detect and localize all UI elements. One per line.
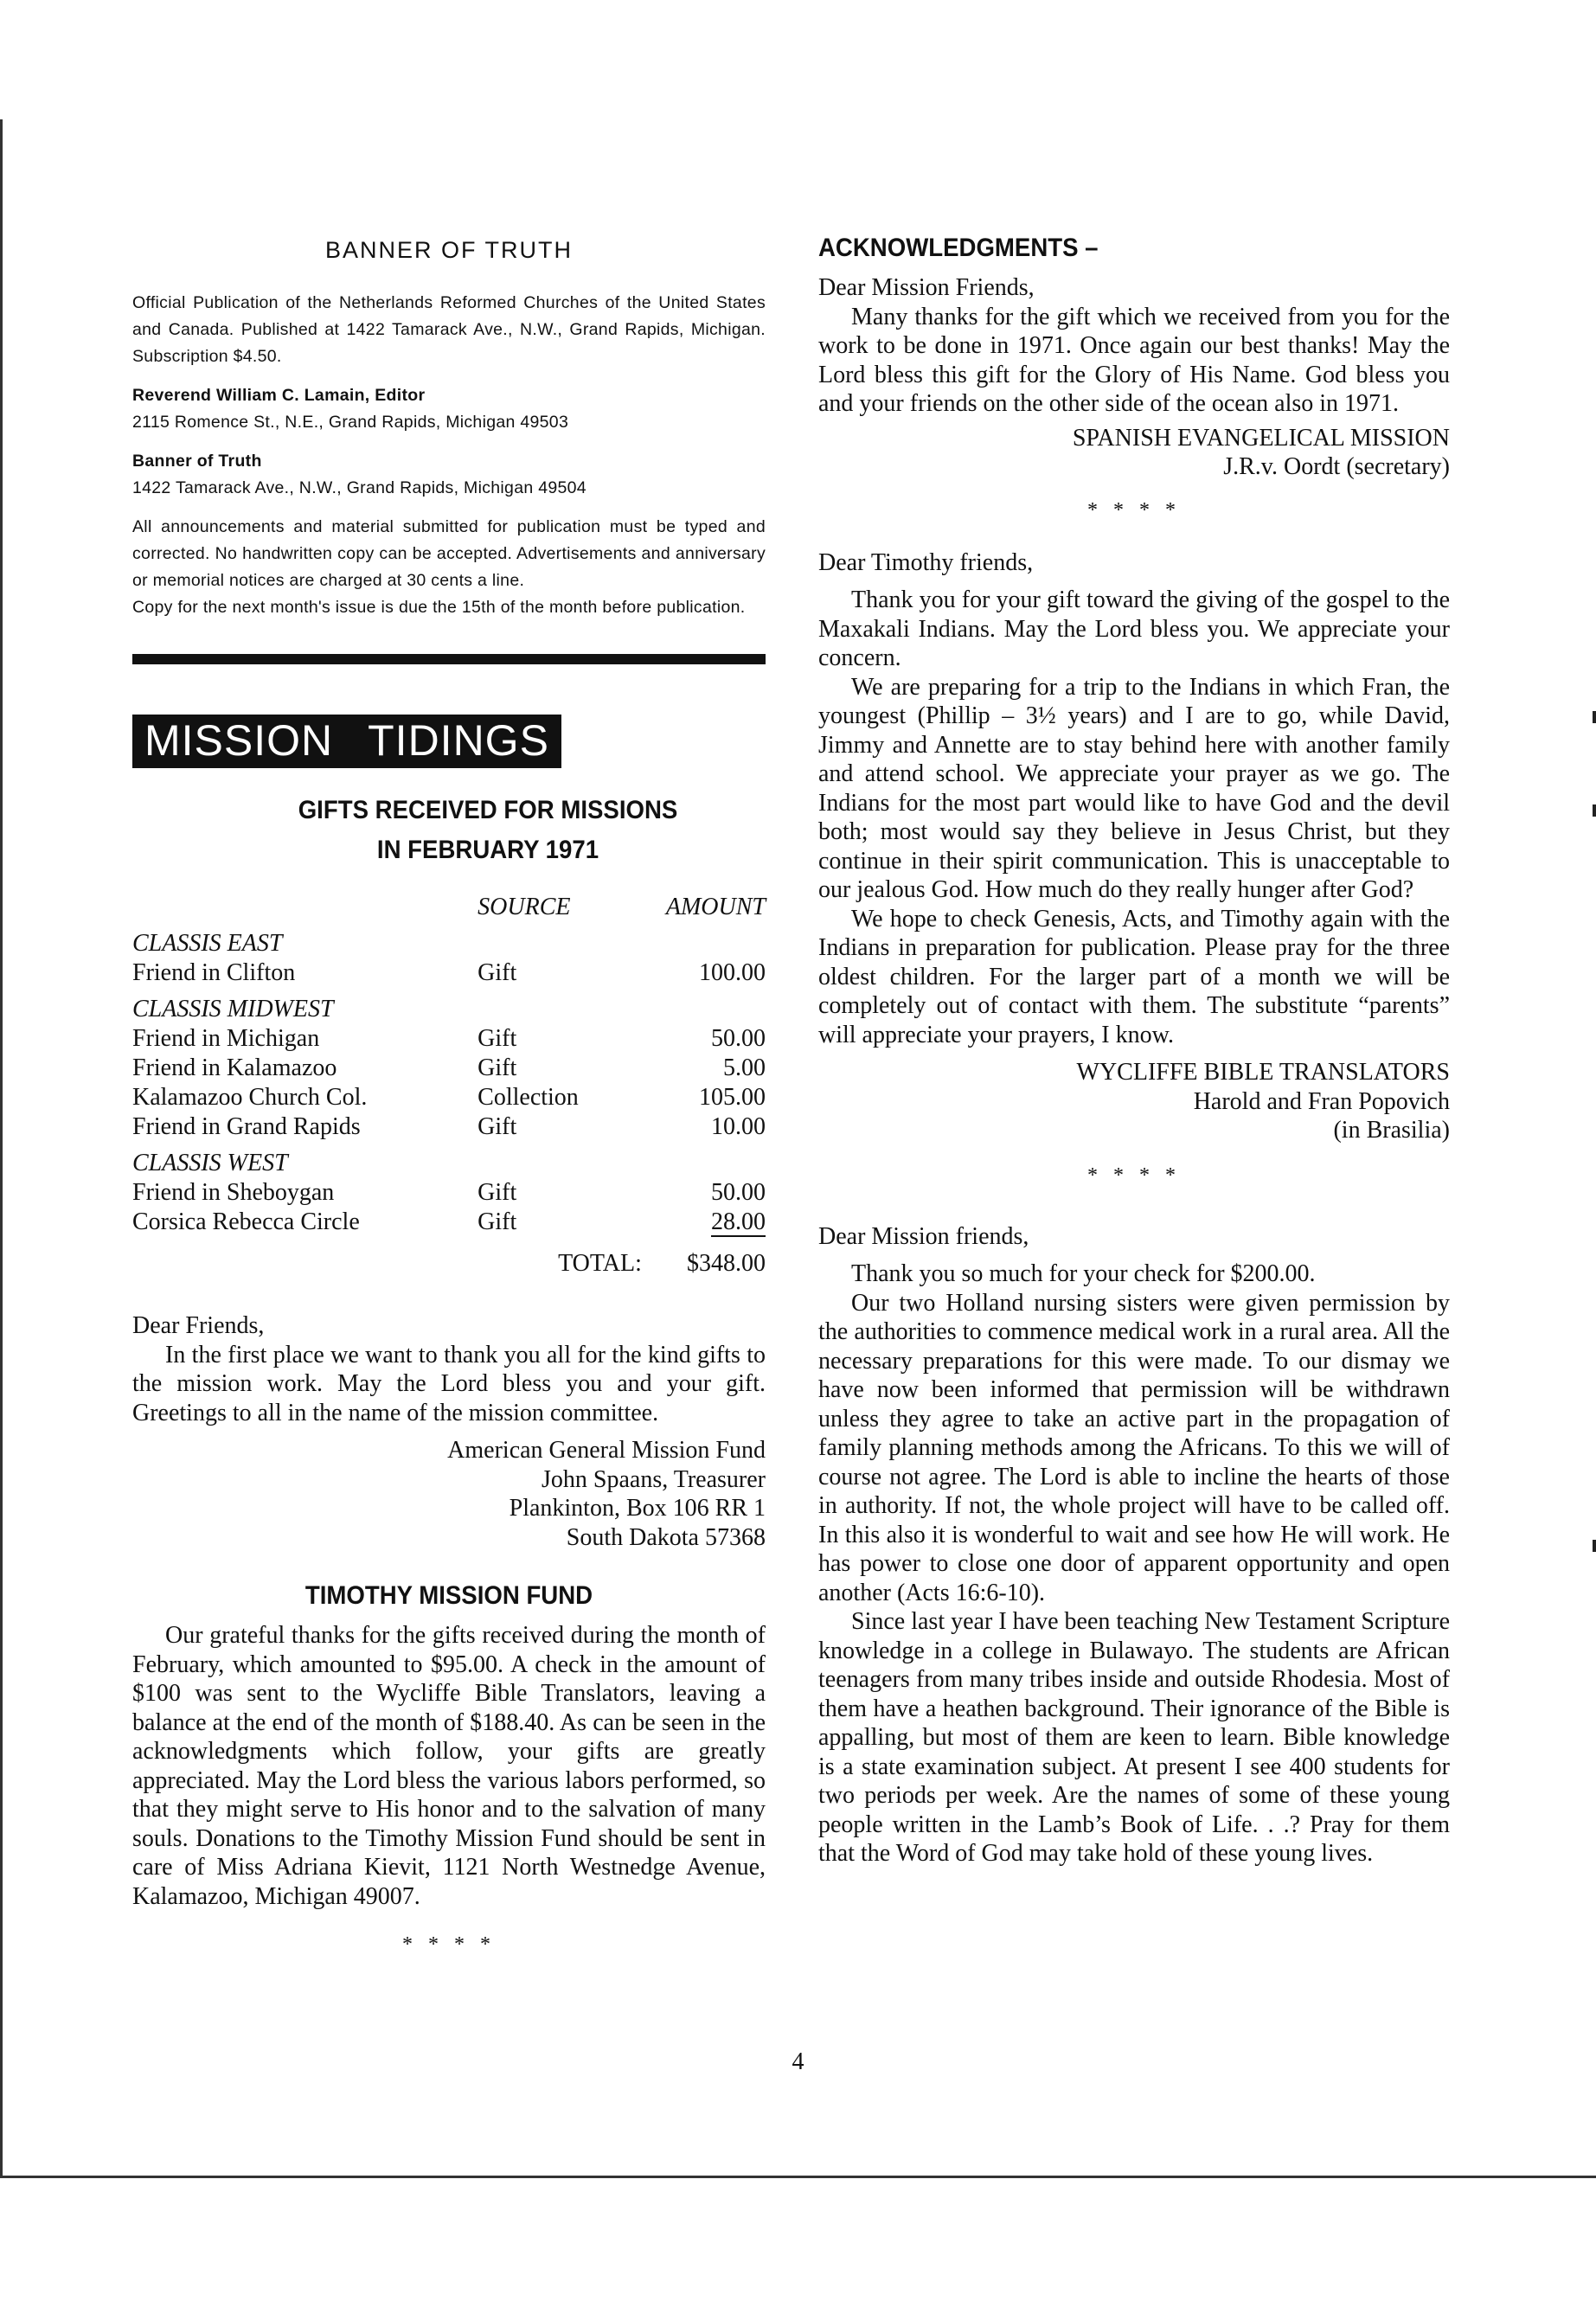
letter4-paragraph-1: Thank you so much for your check for $200.00. — [851, 1260, 1316, 1287]
col-amount: AMOUNT — [665, 894, 766, 920]
table-row: Friend in Grand Rapids Gift 10.00 — [132, 1113, 766, 1140]
banner-word-1: MISSION — [144, 716, 334, 765]
last-amount: 28.00 — [711, 1208, 766, 1235]
letter2-salutation: Dear Mission Friends, — [818, 274, 1035, 301]
table-row: Kalamazoo Church Col. Collection 105.00 — [132, 1084, 766, 1111]
masthead-title: BANNER OF TRUTH — [324, 237, 573, 263]
letter2-signature-2: J.R.v. Oordt (secretary) — [1223, 453, 1450, 480]
editor-label: Reverend William C. Lamain, Editor — [132, 386, 426, 405]
table-row: Friend in Kalamazoo Gift 5.00 — [132, 1054, 766, 1081]
copy-deadline-notice: Copy for the next month's issue is due the 15th of the month before publication. — [132, 598, 746, 617]
right-column — [818, 234, 1450, 1868]
section-divider — [132, 654, 766, 664]
letter3-signature-3: (in Brasilia) — [1333, 1117, 1450, 1144]
classis-heading: CLASSIS MIDWEST — [132, 996, 334, 1022]
letter3-paragraph-1: Thank you for your gift toward the giving of the gospel to the Maxakali Indians. May the Lord bless you. We appreciate your concern. — [818, 586, 1450, 671]
letter1-signature-3: Plankinton, Box 106 RR 1 — [509, 1495, 766, 1522]
letter3-salutation: Dear Timothy friends, — [818, 548, 1034, 576]
letter1-signature-1: American General Mission Fund — [447, 1437, 766, 1464]
acknowledgments-heading: ACKNOWLEDGMENTS – — [818, 234, 1099, 262]
letter1-signature-4: South Dakota 57368 — [566, 1523, 766, 1551]
banner-word-2: TIDINGS — [368, 716, 549, 765]
gifts-table-header — [132, 893, 766, 922]
edge-mark — [1593, 711, 1596, 723]
total-row — [132, 1237, 766, 1279]
gifts-title-line-1: GIFTS RECEIVED FOR MISSIONS — [298, 796, 678, 824]
gifts-title-line-2: IN FEBRUARY 1971 — [376, 836, 599, 864]
letter4-paragraph-3: Since last year I have been teaching New Testament Scripture knowledge in a college in Bulawayo. The students are African teenagers from many tribes inside and outside Rhodesia. Most of them have a heathen background. Their ignorance of the Bible is appalling, but most of them are keen to learn. Bible knowledge is a state examination subject. At present I see 400 students for two periods per week. Are the names of some of these young people written in the Lamb’s Book of Life. . .? Pray for them that the Word of God may take hold of these young lives. — [818, 1608, 1450, 1867]
submission-notice: All announcements and material submitted for publication must be typed and corrected. No handwritten copy can be accepted. Advertisements and anniversary or memorial notices are charged at 30 cents a line. — [132, 517, 766, 590]
total-value: $348.00 — [687, 1250, 766, 1277]
banner-address: 1422 Tamarack Ave., N.W., Grand Rapids, Michigan 49504 — [132, 478, 586, 497]
letter3-signature-2: Harold and Fran Popovich — [1193, 1087, 1450, 1115]
classis-heading: CLASSIS EAST — [132, 930, 283, 957]
classis-heading: CLASSIS WEST — [132, 1150, 288, 1176]
letter1-signature-2: John Spaans, Treasurer — [542, 1465, 766, 1493]
letter4-salutation: Dear Mission friends, — [818, 1222, 1029, 1250]
masthead-intro: Official Publication of the Netherlands Reformed Churches of the United States and Canada. Published at 1422 Tamarack Ave., N.W., Grand Rapids, Michigan. Subscription $4.50. — [132, 293, 766, 366]
mission-tidings-banner — [132, 715, 561, 768]
table-row: Friend in Clifton Gift 100.00 — [132, 959, 766, 986]
letter2-body: Many thanks for the gift which we received from you for the work to be done in 1971. Once again our best thanks! May the Lord bless this gift for the Glory of His Name. God bless you and your friends on the other side of the ocean also in 1971. — [818, 303, 1450, 417]
gifts-table — [132, 893, 766, 1279]
letter3-signature-1: WYCLIFFE BIBLE TRANSLATORS — [1076, 1059, 1450, 1086]
table-row: Friend in Sheboygan Gift 50.00 — [132, 1179, 766, 1206]
letter3-paragraph-3: We hope to check Genesis, Acts, and Timothy again with the Indians in preparation for publication. Please pray for the three oldest children. For the larger part of a month we will be completely out of contact with them. The substitute “parents” will appreciate your prayers, I know. — [818, 905, 1450, 1048]
letter1-body: In the first place we want to thank you all for the kind gifts to the mission work. May the Lord bless you and your gift. Greetings to all in the name of the mission committee. — [132, 1341, 766, 1426]
letter2-signature-1: SPANISH EVANGELICAL MISSION — [1072, 424, 1450, 452]
edge-mark — [1593, 1540, 1596, 1552]
separator-stars: * * * * — [402, 1933, 496, 1956]
letter1-salutation: Dear Friends, — [132, 1312, 265, 1339]
left-column — [132, 234, 766, 1957]
timothy-heading: TIMOTHY MISSION FUND — [304, 1581, 593, 1610]
col-source: SOURCE — [478, 894, 571, 920]
table-row: Friend in Michigan Gift 50.00 — [132, 1025, 766, 1052]
edge-mark — [1593, 804, 1596, 817]
timothy-body: Our grateful thanks for the gifts received during the month of February, which amounted to $95.00. A check in the amount of $100 was sent to the Wycliffe Bible Translators, leaving a balance at the end of the month of $188.40. As can be seen in the acknowledgments which follow, your gifts are greatly appreciated. May the Lord bless the various labors performed, so that they might serve to His honor and to the salvation of many souls. Donations to the Timothy Mission Fund should be sent in care of Miss Adriana Kievit, 1121 North Westnedge Avenue, Kalamazoo, Michigan 49007. — [132, 1622, 766, 1910]
table-row: Corsica Rebecca Circle Gift 28.00 — [132, 1208, 766, 1235]
separator-stars: * * * * — [1087, 1163, 1181, 1187]
gifts-title — [233, 791, 744, 870]
banner-label: Banner of Truth — [132, 452, 262, 471]
editor-address: 2115 Romence St., N.E., Grand Rapids, Michigan 49503 — [132, 413, 569, 432]
letter3-paragraph-2: We are preparing for a trip to the Indians in which Fran, the youngest (Phillip – 3½ years) and I are to go, while David, Jimmy and Annette are to stay behind here with another family and attend school. We appreciate your prayer as we go. The Indians for the most part would like to have God and the devil both; most would say they believe in Jesus Christ, but they continue in their spirit communication. This is unacceptable to our jealous God. How much do they really hunger after God? — [818, 673, 1450, 903]
letter4-paragraph-2: Our two Holland nursing sisters were given permission by the authorities to commence medical work in a rural area. All the necessary preparations for this were made. To our dismay we have now been informed that permission will be withdrawn unless they agree to take an active part in the propagation of family planning methods among the Africans. To this we will of course not agree. The Lord is able to incline the hearts of those in authority. If not, the whole project will have to be called off. In this also it is wonderful to wait and see how He will work. He has power to close one door of apparent opportunity and open another (Acts 16:6-10). — [818, 1289, 1450, 1606]
page-number: 4 — [792, 2048, 804, 2075]
total-label: TOTAL: — [558, 1250, 642, 1277]
separator-stars: * * * * — [1087, 498, 1181, 522]
